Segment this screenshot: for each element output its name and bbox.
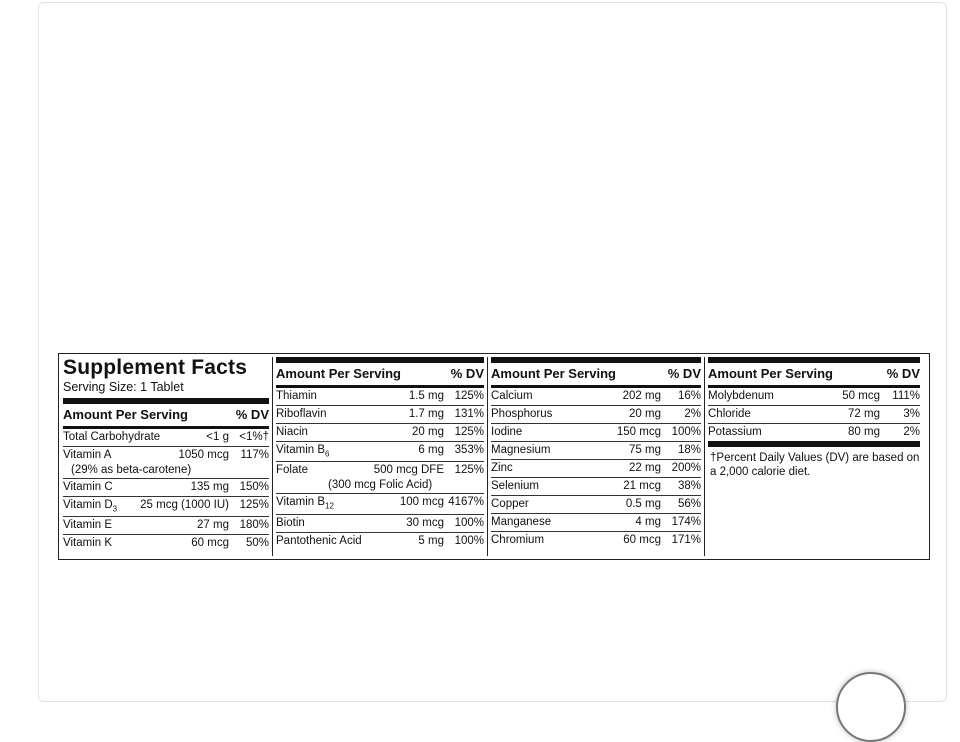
- nutrient-row: [276, 515, 484, 533]
- dv-header: % DV: [667, 366, 701, 381]
- nutrient-amount: 100 mcg: [399, 496, 444, 509]
- nutrient-dv: 131%: [454, 408, 484, 420]
- nutrient-row: [276, 494, 484, 514]
- nutrient-dv: 125%: [454, 464, 484, 477]
- nutrient-amount: 60 mcg: [191, 537, 229, 550]
- nutrient-name: Zinc: [491, 462, 513, 474]
- nutrient-amount: 50 mcg: [842, 390, 880, 402]
- nutrient-dv: 125%: [239, 499, 269, 511]
- nutrient-dv: 18%: [677, 444, 701, 456]
- nutrient-dv: 16%: [677, 390, 701, 402]
- content-card: [38, 2, 947, 702]
- nutrient-row: [63, 517, 269, 535]
- column-divider: [487, 357, 488, 556]
- nutrient-amount: 1050 mcg: [178, 449, 229, 461]
- nutrient-name: Selenium: [491, 480, 539, 492]
- nutrient-note: (29% as beta-carotene): [71, 464, 192, 476]
- nutrient-name: Phosphorus: [491, 408, 553, 420]
- footnote: †Percent Daily Values (DV) are based on a 2,000 calorie diet.: [710, 452, 920, 478]
- nutrient-name: Biotin: [276, 516, 305, 529]
- nutrient-row: [491, 460, 701, 478]
- column-header: [491, 363, 701, 388]
- column-3: [491, 357, 701, 556]
- nutrient-dv: 117%: [240, 449, 269, 461]
- nutrient-amount: 150 mcg: [616, 426, 661, 438]
- nutrient-name: Vitamin E: [63, 519, 113, 532]
- dv-header: % DV: [450, 366, 484, 381]
- nutrient-dv: 125%: [454, 426, 484, 438]
- nutrient-amount: <1 g: [206, 431, 229, 443]
- nutrient-row: [491, 388, 701, 406]
- column-header: [276, 363, 484, 388]
- amount-header: Amount Per Serving: [276, 366, 401, 381]
- nutrient-dv: 150%: [239, 481, 269, 493]
- nutrient-amount: 30 mcg: [406, 516, 444, 529]
- nutrient-row: [491, 406, 701, 424]
- nutrient-amount: 20 mg: [412, 426, 444, 438]
- nutrient-name: Vitamin $B_6$: [276, 444, 330, 459]
- nutrient-name: Molybdenum: [708, 390, 774, 402]
- nutrient-dv: 200%: [671, 462, 701, 474]
- nutrient-dv: 4167%: [448, 496, 484, 509]
- nutrient-dv: 50%: [245, 537, 269, 550]
- nutrient-dv: 56%: [677, 498, 701, 510]
- nutrient-name: Vitamin $D_3$: [63, 499, 118, 514]
- nutrient-row: [708, 388, 920, 406]
- nutrient-row: [491, 442, 701, 460]
- nutrient-row: [276, 424, 484, 442]
- nutrient-row: [63, 479, 269, 497]
- nutrient-name: Manganese: [491, 516, 552, 528]
- nutrient-row: [708, 406, 920, 424]
- nutrient-amount: 72 mg: [848, 408, 880, 420]
- nutrient-amount: 21 mcg: [623, 480, 661, 492]
- nutrient-amount: 500 mcg DFE: [373, 464, 444, 477]
- serving-size: Serving Size: 1 Tablet: [63, 380, 184, 394]
- nutrient-dv: 38%: [677, 480, 701, 492]
- nutrient-name: Iodine: [491, 426, 523, 438]
- nutrient-name: Vitamin K: [63, 537, 113, 550]
- nutrient-amount: 1.5 mg: [408, 390, 444, 402]
- column-1: [63, 357, 269, 556]
- nutrient-name: Potassium: [708, 426, 762, 438]
- nutrient-amount: 80 mg: [848, 426, 880, 438]
- nutrient-row: [491, 424, 701, 442]
- nutrient-name: Pantothenic Acid: [276, 534, 362, 547]
- nutrient-dv: 3%: [903, 408, 920, 420]
- nutrient-amount: 27 mg: [197, 519, 229, 532]
- nutrient-dv: 100%: [454, 516, 484, 529]
- nutrient-amount: 0.5 mg: [625, 498, 661, 510]
- nutrient-amount: 25 mcg (1000 IU): [140, 499, 229, 511]
- nutrient-row: [63, 497, 269, 517]
- nutrient-dv: 180%: [239, 519, 269, 532]
- supplement-facts-label: [58, 353, 930, 560]
- nutrient-amount: 135 mg: [190, 481, 229, 493]
- dv-header: % DV: [235, 407, 269, 422]
- nutrient-row: [276, 442, 484, 462]
- nutrient-row: [708, 424, 920, 441]
- nutrient-dv: 125%: [454, 390, 484, 402]
- nutrient-dv: 174%: [671, 516, 701, 528]
- nutrient-name: Chromium: [491, 534, 545, 546]
- nutrient-name: Copper: [491, 498, 529, 510]
- nutrient-row: [491, 478, 701, 496]
- amount-header: Amount Per Serving: [708, 366, 833, 381]
- nutrient-row: [276, 533, 484, 550]
- nutrient-name: Niacin: [276, 426, 308, 438]
- nutrient-note: (300 mcg Folic Acid): [328, 479, 433, 492]
- label-title: Supplement Facts: [63, 356, 248, 379]
- floating-action-button[interactable]: [836, 672, 906, 742]
- nutrient-row: [491, 496, 701, 514]
- nutrient-dv: 171%: [671, 534, 701, 546]
- nutrient-row: [63, 535, 269, 552]
- nutrient-row: [276, 406, 484, 424]
- column-divider: [272, 357, 273, 556]
- nutrient-name: Total Carbohydrate: [63, 431, 161, 443]
- nutrient-row: [276, 388, 484, 406]
- nutrient-name: Riboflavin: [276, 408, 327, 420]
- column-2: [276, 357, 484, 556]
- nutrient-name: Vitamin A: [63, 449, 112, 461]
- nutrient-name: Vitamin $B_{12}$: [276, 496, 334, 511]
- nutrient-rows: [276, 388, 484, 550]
- nutrient-dv: 111%: [892, 390, 920, 402]
- nutrient-amount: 75 mg: [629, 444, 661, 456]
- nutrient-row: [63, 447, 269, 479]
- nutrient-name: Calcium: [491, 390, 533, 402]
- nutrient-amount: 202 mg: [622, 390, 661, 402]
- nutrient-amount: 22 mg: [629, 462, 661, 474]
- nutrient-row: [63, 429, 269, 447]
- column-header: [708, 363, 920, 388]
- column-header: [63, 404, 269, 429]
- column-4: [708, 357, 920, 556]
- nutrient-dv: 2%: [684, 408, 701, 420]
- nutrient-amount: 4 mg: [635, 516, 661, 528]
- nutrient-name: Folate: [276, 464, 308, 477]
- amount-header: Amount Per Serving: [63, 407, 188, 422]
- nutrient-name: Magnesium: [491, 444, 551, 456]
- nutrient-rows: [491, 388, 701, 549]
- column-divider: [704, 357, 705, 556]
- nutrient-row: [276, 462, 484, 494]
- nutrient-name: Thiamin: [276, 390, 317, 402]
- nutrient-amount: 20 mg: [629, 408, 661, 420]
- nutrient-dv: 100%: [454, 534, 484, 547]
- nutrient-row: [491, 532, 701, 549]
- nutrient-name: Chloride: [708, 408, 751, 420]
- nutrient-dv: 2%: [903, 426, 920, 438]
- nutrient-rows: [708, 388, 920, 441]
- nutrient-dv: 353%: [454, 444, 484, 456]
- nutrient-amount: 5 mg: [418, 534, 444, 547]
- nutrient-rows: [63, 429, 269, 552]
- nutrient-amount: 60 mcg: [623, 534, 661, 546]
- nutrient-dv: <1%†: [239, 431, 269, 443]
- dv-header: % DV: [886, 366, 920, 381]
- nutrient-name: Vitamin C: [63, 481, 113, 493]
- nutrient-amount: 1.7 mg: [408, 408, 444, 420]
- nutrient-row: [491, 514, 701, 532]
- nutrient-amount: 6 mg: [418, 444, 444, 456]
- nutrient-dv: 100%: [671, 426, 701, 438]
- amount-header: Amount Per Serving: [491, 366, 616, 381]
